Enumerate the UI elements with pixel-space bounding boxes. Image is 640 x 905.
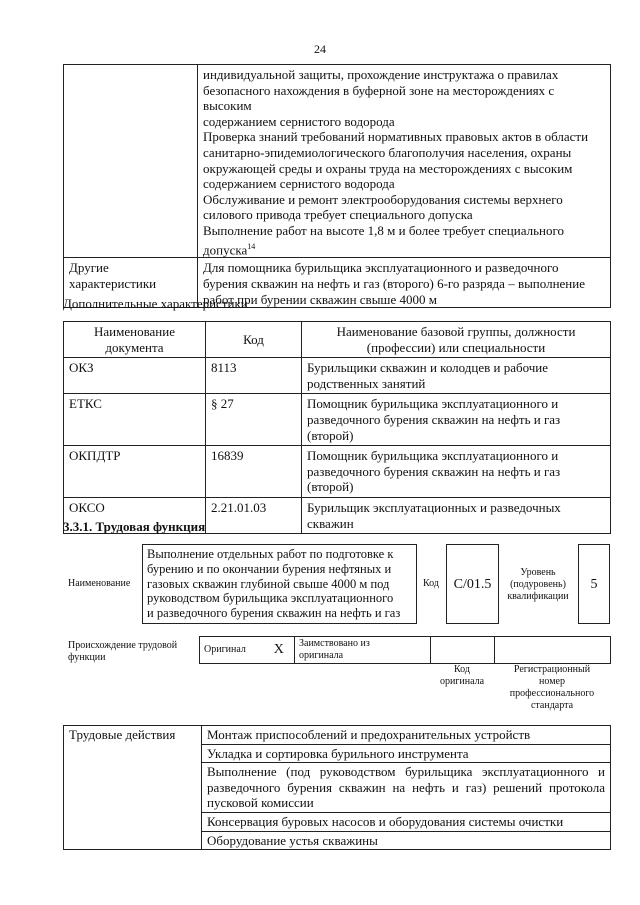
- borrowed-cell: [295, 637, 431, 664]
- other-line: бурения скважин на нефть и газ (второго) 6-го разряда – выполнение: [203, 276, 585, 292]
- function-name-line: газовых скважин глубиной свыше 4000 м под: [147, 576, 390, 591]
- level-label-line: квалификации: [507, 591, 569, 602]
- level-value-box: [578, 544, 610, 624]
- name-line: разведочного бурения скважин на нефть и газ: [307, 411, 561, 427]
- name-line: скважин: [307, 515, 354, 531]
- header-line: Наименование базовой группы, должности: [336, 324, 576, 339]
- doc-cell: ОКЗ: [64, 358, 206, 394]
- header-line: Наименование: [94, 324, 175, 339]
- level-label-line: (подуровень): [510, 579, 566, 590]
- code-value: С/01.5: [453, 577, 492, 592]
- borrowed-line: Заимствовано из: [299, 638, 370, 649]
- name-cell: [302, 394, 611, 446]
- name-line: родственных занятий: [307, 375, 426, 391]
- code-label: Код: [423, 578, 439, 589]
- name-cell: [302, 446, 611, 498]
- labor-action-item: Укладка и сортировка бурильного инструмента: [202, 744, 611, 763]
- other-characteristics-cell: [198, 258, 611, 308]
- function-name-line: руководством бурильщика эксплуатационного: [147, 591, 394, 606]
- original-mark-cell: [264, 637, 295, 664]
- header-line: (профессии) или специальности: [366, 339, 546, 355]
- code-cell: 8113: [206, 358, 302, 394]
- labor-actions-label: Трудовые действия: [64, 726, 202, 850]
- requirement-line: безопасного нахождения в буферной зоне на месторождениях с высоким: [203, 82, 555, 114]
- requirement-line: силового привода требует специального допуска: [203, 207, 473, 223]
- function-name-line: бурению и по окончании бурения нефтяных и: [147, 561, 392, 576]
- header-line: документа: [105, 339, 164, 355]
- level-label-line: Уровень: [520, 567, 556, 578]
- name-line: Бурильщики скважин и колодцев и рабочие: [307, 360, 549, 376]
- requirement-last-text: допуска: [203, 241, 248, 257]
- code-original-cell: [431, 637, 495, 664]
- requirement-line: Обслуживание и ремонт электрооборудования системы верхнего: [203, 191, 563, 207]
- section-title: 3.3.1. Трудовая функция: [63, 519, 206, 534]
- other-line: работ при бурении скважин свыше 4000 м: [203, 291, 437, 307]
- level-value: 5: [590, 577, 598, 592]
- origin-label-line: функции: [68, 652, 106, 663]
- additional-characteristics-table: [63, 321, 611, 534]
- footnote-mark: 14: [247, 241, 256, 251]
- name-cell: [302, 497, 611, 533]
- name-line: (второй): [307, 427, 354, 443]
- level-label: [500, 567, 576, 603]
- table-row: [64, 65, 611, 258]
- table-row: [64, 358, 611, 394]
- caption-line: Регистрационный: [513, 664, 591, 675]
- doc-cell: ОКСО: [64, 497, 206, 533]
- label-line: Другие: [69, 260, 109, 276]
- name-cell: [302, 358, 611, 394]
- table-header-row: [64, 322, 611, 358]
- labor-actions-table: [63, 725, 611, 850]
- original-label-cell: [200, 637, 264, 664]
- name-line: Помощник бурильщика эксплуатационного и: [307, 448, 559, 464]
- requirement-line: индивидуальной защиты, прохождение инструктажа о правилах: [203, 67, 559, 82]
- other-line: Для помощника бурильщика эксплуатационного и разведочного: [203, 260, 559, 276]
- labor-action-item: Консервация буровых насосов и оборудования системы очистки: [202, 812, 611, 831]
- function-name-label: Наименование: [68, 578, 131, 589]
- labor-action-item: Оборудование устья скважины: [202, 831, 611, 850]
- label-line: характеристики: [69, 276, 157, 292]
- caption-line: оригинала: [439, 676, 485, 687]
- code-value-box: [446, 544, 499, 624]
- additional-characteristics-title: Дополнительные характеристики: [63, 296, 248, 311]
- header-name: [302, 322, 611, 358]
- caption-line: стандарта: [530, 700, 574, 711]
- name-line: Бурильщик эксплуатационных и разведочных: [307, 499, 561, 515]
- table-row: [64, 726, 611, 745]
- function-name-line: и разведочного бурения скважин на нефть и газ: [147, 606, 401, 621]
- origin-label: [68, 640, 198, 664]
- doc-cell: ОКПДТР: [64, 446, 206, 498]
- table-row: [64, 394, 611, 446]
- header-code: Код: [206, 322, 302, 358]
- header-document: [64, 322, 206, 358]
- caption-line: профессионального: [509, 688, 595, 699]
- empty-label-cell: [64, 65, 198, 258]
- function-name-box: [142, 544, 417, 624]
- original-mark: X: [273, 642, 284, 657]
- requirements-table: [63, 64, 611, 308]
- reg-number-caption: [494, 664, 610, 712]
- doc-cell: ЕТКС: [64, 394, 206, 446]
- labor-action-item: Выполнение (под руководством бурильщика эксплуатационного и разведочного бурения скважин на нефть и газ) решений протокола пусковой комиссии: [202, 763, 611, 813]
- page-number: 24: [314, 42, 326, 56]
- name-line: Помощник бурильщика эксплуатационного и: [307, 396, 559, 412]
- caption-line: Код: [454, 664, 470, 675]
- requirement-line: санитарно-эпидемиологического благополучия населения, охраны: [203, 144, 572, 160]
- labor-action-item: Монтаж приспособлений и предохранительных устройств: [202, 726, 611, 745]
- origin-table: [199, 636, 611, 664]
- requirements-cell: [198, 65, 611, 258]
- code-cell: 16839: [206, 446, 302, 498]
- code-original-caption: [430, 664, 494, 688]
- requirement-line: окружающей среды и охраны труда на месторождениях с высоким: [203, 160, 573, 176]
- original-label: Оригинал: [204, 644, 246, 655]
- origin-label-line: Происхождение трудовой: [68, 640, 178, 651]
- caption-line: номер: [539, 676, 565, 687]
- name-line: (второй): [307, 479, 354, 495]
- requirement-line: Выполнение работ на высоте 1,8 м и более требует специального: [203, 222, 564, 238]
- borrowed-line: оригинала: [299, 650, 344, 661]
- table-row: [200, 637, 611, 664]
- requirement-line: Проверка знаний требований нормативных правовых актов в области: [203, 129, 589, 145]
- requirement-line-last: [203, 239, 605, 258]
- requirement-line: содержанием сернистого водорода: [203, 113, 395, 129]
- table-row: [64, 446, 611, 498]
- reg-number-cell: [495, 637, 611, 664]
- requirement-line: содержанием сернистого водорода: [203, 176, 395, 192]
- function-name-line: Выполнение отдельных работ по подготовке к: [147, 547, 394, 561]
- name-line: разведочного бурения скважин на нефть и газ: [307, 463, 561, 479]
- code-cell: § 27: [206, 394, 302, 446]
- code-cell: 2.21.01.03: [206, 497, 302, 533]
